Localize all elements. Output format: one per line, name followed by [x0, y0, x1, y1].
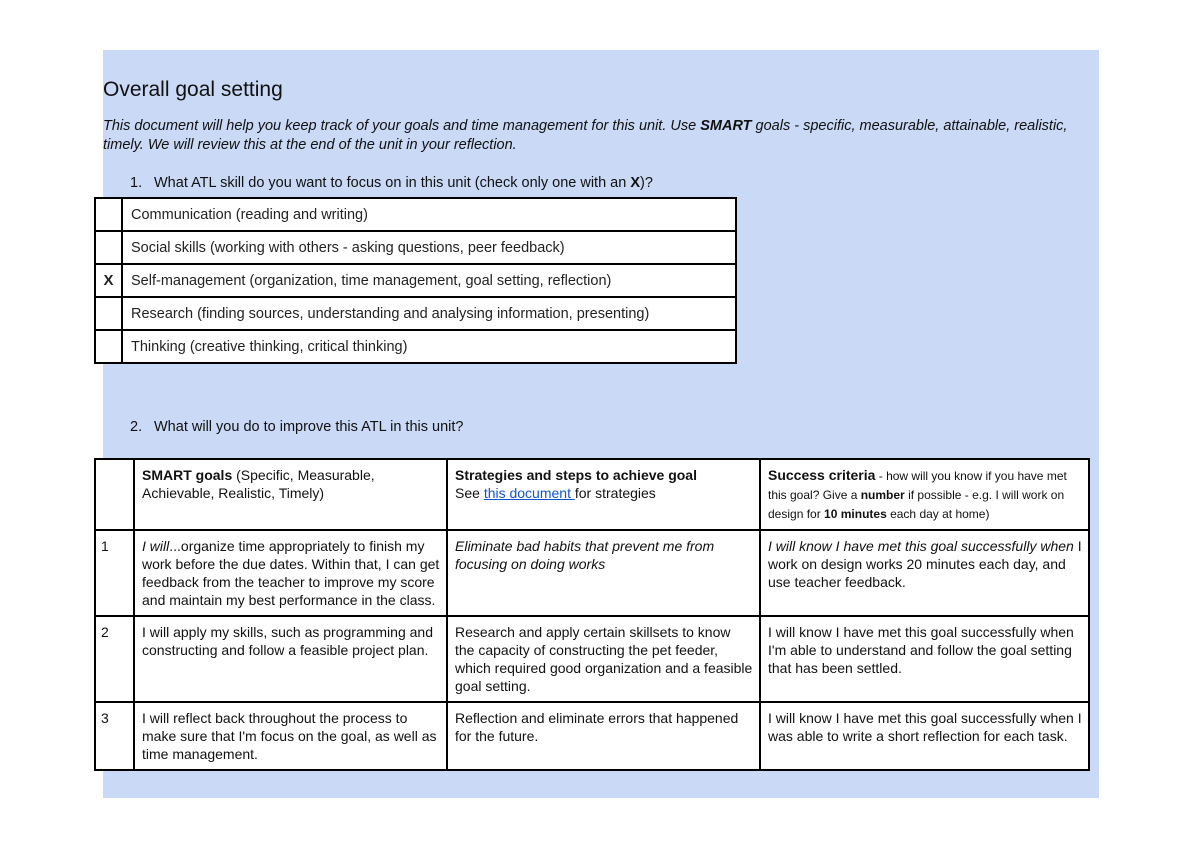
table-header-row [95, 459, 1089, 530]
goal-text-cell[interactable] [134, 616, 447, 702]
success-italic-prefix: I will know I have met this goal successfully when [768, 538, 1074, 554]
header-success-minutes: 10 minutes [824, 507, 887, 521]
success-text: I work on design works 20 minutes each day, and use teacher feedback. [768, 538, 1082, 590]
question-1 [130, 175, 653, 191]
intro-text-before: This document will help you keep track of your goals and time management for this unit. Use [103, 118, 701, 134]
strategy-text: Research and apply certain skillsets to know the capacity of constructing the pet feeder, which required good organization and a feasible goal setting. [455, 624, 753, 694]
atl-option-label: Self-management (organization, time management, goal setting, reflection) [122, 264, 736, 297]
strategies-document-link[interactable]: this document [483, 485, 575, 501]
table-row [95, 198, 736, 231]
header-success-criteria [760, 459, 1089, 530]
question-2 [130, 419, 463, 435]
header-success-rest-2: if possible - e.g. I will work on design for [768, 488, 1065, 521]
header-index-cell [95, 459, 134, 530]
goal-text: I will apply my skills, such as programming and constructing and follow a feasible project plan. [142, 624, 433, 658]
question-1-number: 1. [130, 175, 143, 191]
header-strategies-after: for strategies [574, 485, 656, 501]
goal-text: I will reflect back throughout the process to make sure that I'm focus on the goal, as well as time management. [142, 710, 437, 762]
table-row [95, 616, 1089, 702]
atl-mark-cell[interactable]: X [95, 264, 122, 297]
atl-option-label: Thinking (creative thinking, critical thinking) [122, 330, 736, 363]
success-text-cell[interactable] [760, 530, 1089, 616]
intro-paragraph [103, 117, 1093, 155]
success-text-cell[interactable] [760, 616, 1089, 702]
smart-goals-table [94, 458, 1090, 771]
question-1-text-before: What ATL skill do you want to focus on in this unit (check only one with an [154, 175, 631, 191]
header-strategies [447, 459, 760, 530]
strategy-text-cell[interactable] [447, 616, 760, 702]
atl-skill-table [94, 197, 737, 364]
goal-index: 2 [95, 616, 134, 702]
question-2-number: 2. [130, 419, 143, 435]
strategy-italic-text: Eliminate bad habits that prevent me from focusing on doing works [455, 538, 715, 572]
page-title: Overall goal setting [103, 78, 283, 101]
header-success-number: number [860, 488, 905, 502]
header-success-rest-1: - how will you know if you have met this goal? Give a [768, 469, 1067, 502]
goal-text-cell[interactable] [134, 530, 447, 616]
intro-smart-bold: SMART [700, 118, 752, 134]
question-2-text: What will you do to improve this ATL in this unit? [154, 419, 464, 435]
table-row [95, 530, 1089, 616]
header-strategies-see: See [455, 485, 484, 501]
goal-italic-prefix: I will [142, 538, 170, 554]
table-row [95, 330, 736, 363]
atl-mark-cell[interactable] [95, 330, 122, 363]
table-row [95, 264, 736, 297]
atl-option-label: Communication (reading and writing) [122, 198, 736, 231]
success-text: I will know I have met this goal successfully when I'm able to understand and follow the goal setting that has been settled. [768, 624, 1074, 676]
atl-option-label: Research (finding sources, understanding and analysing information, presenting) [122, 297, 736, 330]
strategy-text: Reflection and eliminate errors that happened for the future. [455, 710, 739, 744]
success-text: I will know I have met this goal successfully when I was able to write a short reflection for each task. [768, 710, 1082, 744]
goal-text: ...organize time appropriately to finish my work before the due dates. Within that, I can get feedback from the teacher to improve my score and maintain my best performance in the class. [142, 538, 440, 608]
question-1-text-after: )? [640, 175, 653, 191]
question-1-bold-x: X [630, 175, 640, 191]
table-row [95, 297, 736, 330]
strategy-text-cell[interactable] [447, 530, 760, 616]
table-row [95, 702, 1089, 770]
header-smart-bold: SMART goals [142, 467, 233, 483]
atl-mark-cell[interactable] [95, 297, 122, 330]
atl-mark-cell[interactable] [95, 198, 122, 231]
header-smart-goals [134, 459, 447, 530]
goal-index: 1 [95, 530, 134, 616]
header-success-rest-3: each day at home) [886, 507, 990, 521]
table-row [95, 231, 736, 264]
atl-option-label: Social skills (working with others - asking questions, peer feedback) [122, 231, 736, 264]
header-success-bold: Success criteria [768, 467, 876, 483]
intro-text-after: goals - specific, measurable, attainable, realistic, timely. We will review this at the end of the unit in your reflection. [103, 118, 1068, 153]
header-smart-rest: (Specific, Measurable, Achievable, Realistic, Timely) [142, 467, 375, 501]
strategy-text-cell[interactable] [447, 702, 760, 770]
goal-text-cell[interactable] [134, 702, 447, 770]
header-strategies-bold: Strategies and steps to achieve goal [455, 467, 697, 483]
atl-mark-cell[interactable] [95, 231, 122, 264]
goal-index: 3 [95, 702, 134, 770]
success-text-cell[interactable] [760, 702, 1089, 770]
